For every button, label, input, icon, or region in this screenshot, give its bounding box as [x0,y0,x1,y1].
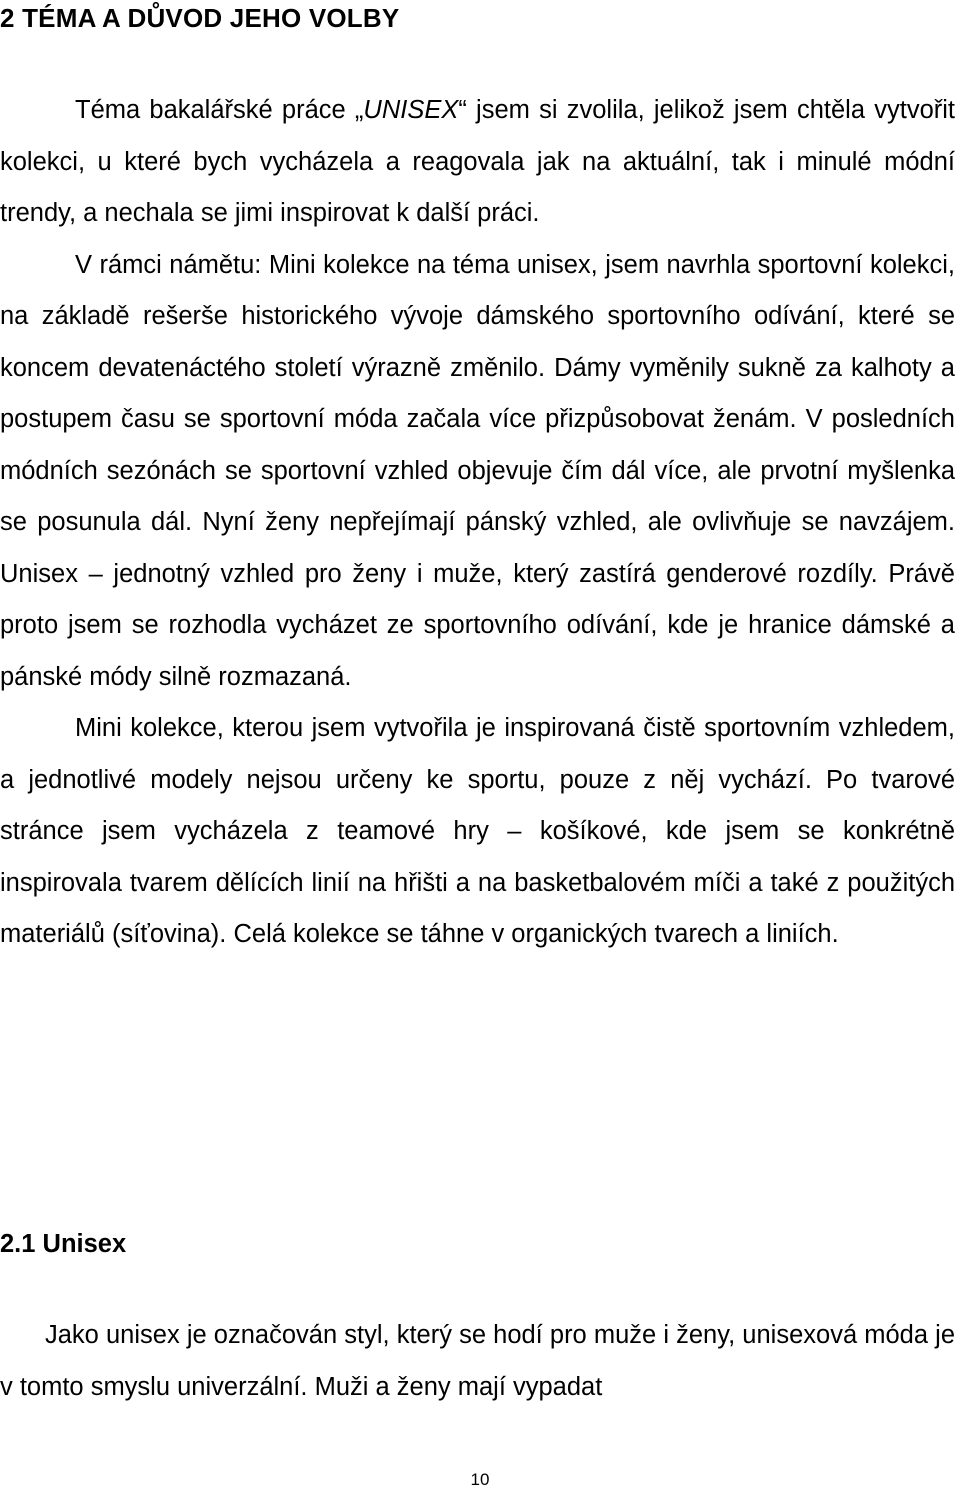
paragraph-intro-start: Téma bakalářské práce „ [75,96,364,124]
section-heading: 2.1 Unisex [0,1230,127,1258]
paragraph-unisex: Jako unisex je označován styl, který se hodí pro muže i ženy, unisexová móda je v tomto smyslu univerzální. Muži a ženy mají vypadat [0,1321,955,1401]
chapter-heading: 2 TÉMA A DŮVOD JEHO VOLBY [0,3,400,33]
paragraph-collection: Mini kolekce, kterou jsem vytvořila je inspirovaná čistě sportovním vzhledem, a jednotlivé modely nejsou určeny ke sportu, pouze z něj vychází. Po tvarové stránce jsem vycházela z teamové hry – košíkové, kde jsem se konkrétně inspirovala tvarem dělících linií na hřišti a na basketbalovém míči a také z použitých materiálů (síťovina). Celá kolekce se táhne v organických tvarech a liniích. [0,714,955,948]
chapter-body [0,85,955,961]
collection-title: UNISEX [363,96,459,124]
section-body [0,1310,955,1413]
paragraph-intro [0,85,955,240]
paragraph-theme: V rámci námětu: Mini kolekce na téma unisex, jsem navrhla sportovní kolekci, na základě rešerše historického vývoje dámského sportovního odívání, které se koncem devatenáctého století výrazně změnilo. Dámy vyměnily sukně za kalhoty a postupem času se sportovní móda začala více přizpůsobovat ženám. V posledních módních sezónách se sportovní vzhled objevuje čím dál více, ale prvotní myšlenka se posunula dál. Nyní ženy nepřejímají pánský vzhled, ale ovlivňuje se navzájem. Unisex – jednotný vzhled pro ženy i muže, který zastírá genderové rozdíly. Právě proto jsem se rozhodla vycházet ze sportovního odívání, kde je hranice dámské a pánské módy silně rozmazaná. [0,250,955,691]
page-number: 10 [470,1470,490,1489]
paragraph-intro-end: “ jsem si zvolila, jelikož jsem chtěla vytvořit kolekci, u které bych vycházela a reagovala jak na aktuální, tak i minulé módní trendy, a nechala se jimi inspirovat k další práci. [0,96,955,227]
